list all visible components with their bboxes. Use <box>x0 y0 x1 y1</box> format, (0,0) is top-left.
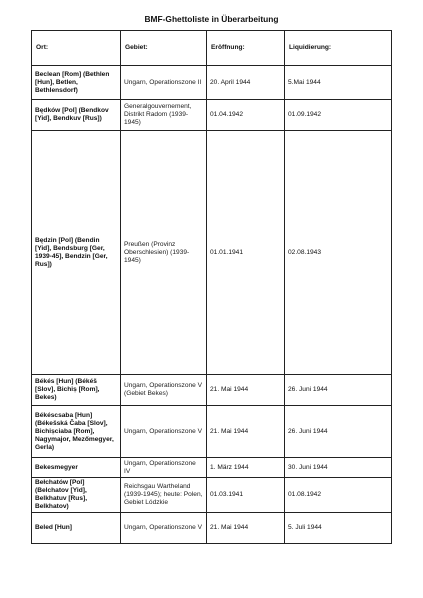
cell-gebiet: Reichsgau Wartheland (1939-1945); heute: Polen, Gebiet Lódzkie <box>121 478 207 513</box>
cell-eroeffnung: 01.01.1941 <box>207 131 285 375</box>
cell-liquidierung: 01.08.1942 <box>285 478 392 513</box>
cell-ort: Bekesmegyer <box>32 458 121 478</box>
cell-liquidierung: 26. Juni 1944 <box>285 406 392 458</box>
cell-liquidierung: 01.09.1942 <box>285 100 392 131</box>
cell-gebiet: Ungarn, Operationszone V <box>121 513 207 544</box>
cell-gebiet: Ungarn, Operationszone II <box>121 66 207 100</box>
cell-ort: Bełchatów [Pol] (Belchatov [Yid], Belkhatuv [Rus], Belkhatov) <box>32 478 121 513</box>
cell-liquidierung: 02.08.1943 <box>285 131 392 375</box>
cell-eroeffnung: 21. Mai 1944 <box>207 513 285 544</box>
cell-gebiet: Ungarn, Operationszone IV <box>121 458 207 478</box>
cell-liquidierung: 5. Juli 1944 <box>285 513 392 544</box>
header-ort: Ort: <box>32 31 121 66</box>
header-gebiet: Gebiet: <box>121 31 207 66</box>
table-row <box>32 458 392 478</box>
table-row <box>32 406 392 458</box>
table-row <box>32 375 392 406</box>
cell-eroeffnung: 1. März 1944 <box>207 458 285 478</box>
table-row <box>32 478 392 513</box>
cell-ort: Békéscsaba [Hun] (Békešská Čaba [Slov], Bichișciaba [Rom], Nagymajor, Mezőmegyer, Gerla) <box>32 406 121 458</box>
cell-gebiet: Preußen (Provinz Oberschlesien) (1939-1945) <box>121 131 207 375</box>
cell-ort: Békés [Hun] (Békéš [Slov], Bichiș [Rom], Bekes) <box>32 375 121 406</box>
cell-eroeffnung: 21. Mai 1944 <box>207 406 285 458</box>
cell-gebiet: Generalgouvernement, Distrikt Radom (1939-1945) <box>121 100 207 131</box>
cell-eroeffnung: 01.04.1942 <box>207 100 285 131</box>
cell-liquidierung: 5.Mai 1944 <box>285 66 392 100</box>
cell-eroeffnung: 01.03.1941 <box>207 478 285 513</box>
cell-liquidierung: 30. Juni 1944 <box>285 458 392 478</box>
table-header-row <box>32 31 392 66</box>
header-liquidierung: Liquidierung: <box>285 31 392 66</box>
header-eroeffnung: Eröffnung: <box>207 31 285 66</box>
cell-liquidierung: 26. Juni 1944 <box>285 375 392 406</box>
table-row <box>32 131 392 375</box>
ghetto-table <box>31 30 392 544</box>
table-row <box>32 513 392 544</box>
cell-eroeffnung: 21. Mai 1944 <box>207 375 285 406</box>
table-row <box>32 66 392 100</box>
cell-gebiet: Ungarn, Operationszone V <box>121 406 207 458</box>
cell-eroeffnung: 20. April 1944 <box>207 66 285 100</box>
page-title: BMF-Ghettoliste in Überarbeitung <box>144 14 279 24</box>
cell-gebiet: Ungarn, Operationszone V (Gebiet Bekes) <box>121 375 207 406</box>
cell-ort: Będków [Pol] (Bendkov [Yid], Bendkuv [Rus]) <box>32 100 121 131</box>
table-row <box>32 100 392 131</box>
cell-ort: Będzin [Pol] (Bendin [Yid], Bendsburg [Ger, 1939-45], Bendzin [Ger, Rus]) <box>32 131 121 375</box>
cell-ort: Beclean [Rom] (Bethlen [Hun], Betlen, Bethlensdorf) <box>32 66 121 100</box>
cell-ort: Beled [Hun] <box>32 513 121 544</box>
